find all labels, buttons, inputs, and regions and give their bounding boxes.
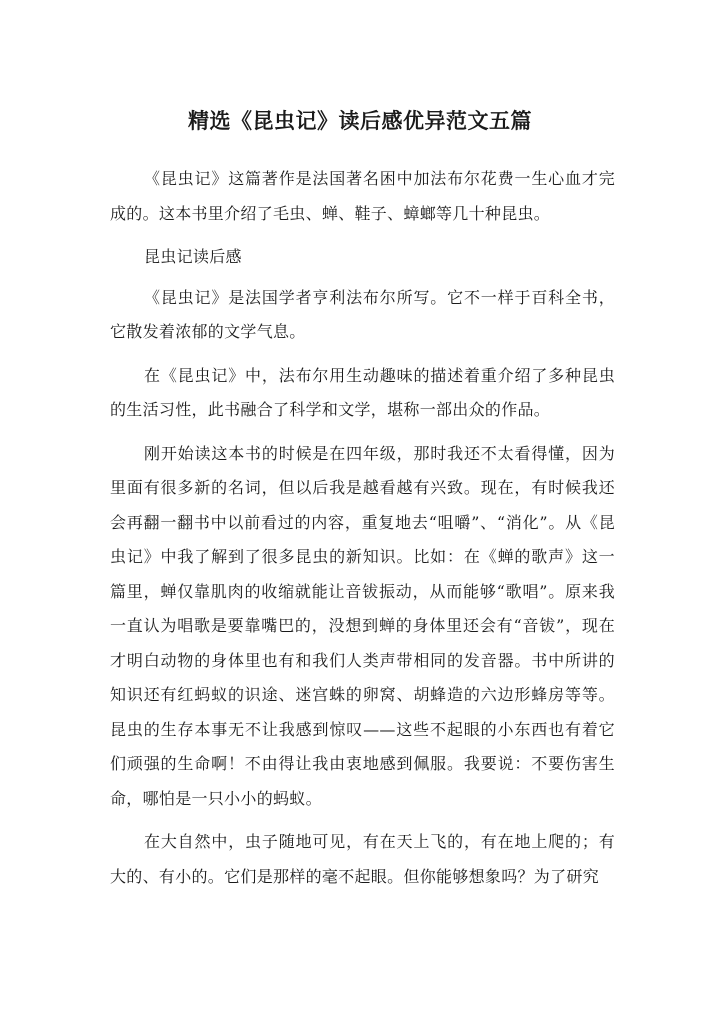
paragraph: 在大自然中，虫子随地可见，有在天上飞的，有在地上爬的；有大的、有小的。它们是那样的毫不起眼。但你能够想象吗？为了研究	[110, 832, 615, 886]
document-title: 精选《昆虫记》读后感优异范文五篇	[188, 108, 532, 134]
paragraph: 《昆虫记》是法国学者亨利法布尔所写。它不一样于百科全书，它散发着浓郁的文学气息。	[110, 287, 615, 341]
paragraph-intro: 《昆虫记》这篇著作是法国著名困中加法布尔花费一生心血才完成的。这本书里介绍了毛虫、蝉、鞋子、蟑螂等几十种昆虫。	[110, 169, 615, 223]
paragraph: 在《昆虫记》中，法布尔用生动趣味的描述着重介绍了多种昆虫的生活习性，此书融合了科学和文学，堪称一部出众的作品。	[110, 365, 615, 419]
paragraph: 刚开始读这本书的时候是在四年级，那时我还不太看得懂，因为里面有很多新的名词，但以后我是越看越有兴致。现在，有时候我还会再翻一翻书中以前看过的内容，重复地去“咀嚼”、“消化”。从《昆虫记》中我了解到了很多昆虫的新知识。比如：在《蝉的歌声》这一篇里，蝉仅靠肌肉的收缩就能让音钹振动，从而能够“歌唱”。原来我一直认为唱歌是要靠嘴巴的，没想到蝉的身体里还会有“音钹”，现在才明白动物的身体里也有和我们人类声带相同的发音器。书中所讲的知识还有红蚂蚁的识途、迷宫蛛的卵窝、胡蜂造的六边形蜂房等等。昆虫的生存本事无不让我感到惊叹——这些不起眼的小东西也有着它们顽强的生命啊！不由得让我由衷地感到佩服。我要说：不要伤害生命，哪怕是一只小小的蚂蚁。	[110, 443, 615, 808]
section-heading: 昆虫记读后感	[144, 247, 242, 266]
document-body	[110, 162, 615, 903]
